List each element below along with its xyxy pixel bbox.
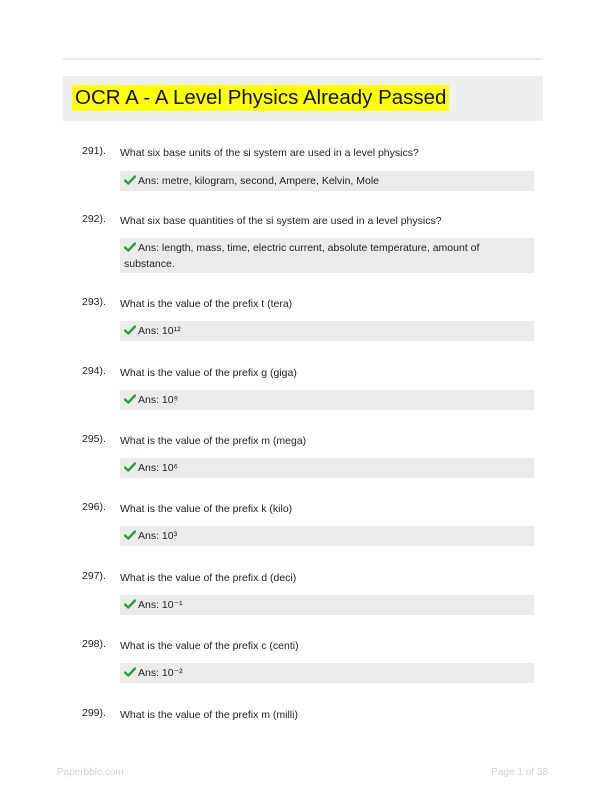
check-icon [124,599,136,609]
answer-text: Ans: metre, kilogram, second, Ampere, Kelvin, Mole [138,175,380,187]
page-indicator: Page 1 of 38 [491,767,548,778]
question-text: What is the value of the prefix c (centi) [120,640,299,652]
answer-box [120,238,534,273]
question-number: 292). [82,213,106,225]
answer-box [120,390,534,410]
question-text: What is the value of the prefix d (deci) [120,572,297,584]
question-number: 291). [82,145,106,157]
top-divider [63,58,543,60]
answer-text: Ans: 10¹² [138,325,181,337]
answer-box [120,171,534,191]
answer-box [120,458,534,478]
question-number: 294). [82,365,106,377]
question-text: What six base units of the si system are used in a level physics? [120,147,419,159]
answer-text: Ans: 10⁶ [138,462,178,474]
question-number: 299). [82,707,106,719]
document-title: OCR A - A Level Physics Already Passed [72,85,449,111]
check-icon [124,394,136,404]
answer-text: Ans: 10³ [138,530,178,542]
question-number: 298). [82,638,106,650]
footer-watermark: Paperbblc.com [57,767,124,778]
answer-box [120,663,534,683]
answer-box [120,595,534,615]
question-number: 297). [82,570,106,582]
question-text: What is the value of the prefix m (milli) [120,709,298,721]
question-text: What is the value of the prefix g (giga) [120,367,297,379]
check-icon [124,530,136,540]
answer-text: Ans: length, mass, time, electric current, absolute temperature, amount of substance. [124,242,480,270]
answer-box [120,526,534,546]
question-text: What is the value of the prefix t (tera) [120,298,293,310]
answer-text: Ans: 10⁻² [138,667,183,679]
check-icon [124,667,136,677]
check-icon [124,175,136,185]
check-icon [124,242,136,252]
check-icon [124,462,136,472]
title-banner [63,76,543,121]
answer-box [120,321,534,341]
question-text: What six base quantities of the si system are used in a level physics? [120,215,442,227]
answer-text: Ans: 10⁹ [138,394,179,406]
answer-text: Ans: 10⁻¹ [138,599,183,611]
check-icon [124,325,136,335]
question-number: 293). [82,296,106,308]
question-text: What is the value of the prefix m (mega) [120,435,307,447]
question-number: 295). [82,433,106,445]
question-text: What is the value of the prefix k (kilo) [120,503,293,515]
question-number: 296). [82,501,106,513]
